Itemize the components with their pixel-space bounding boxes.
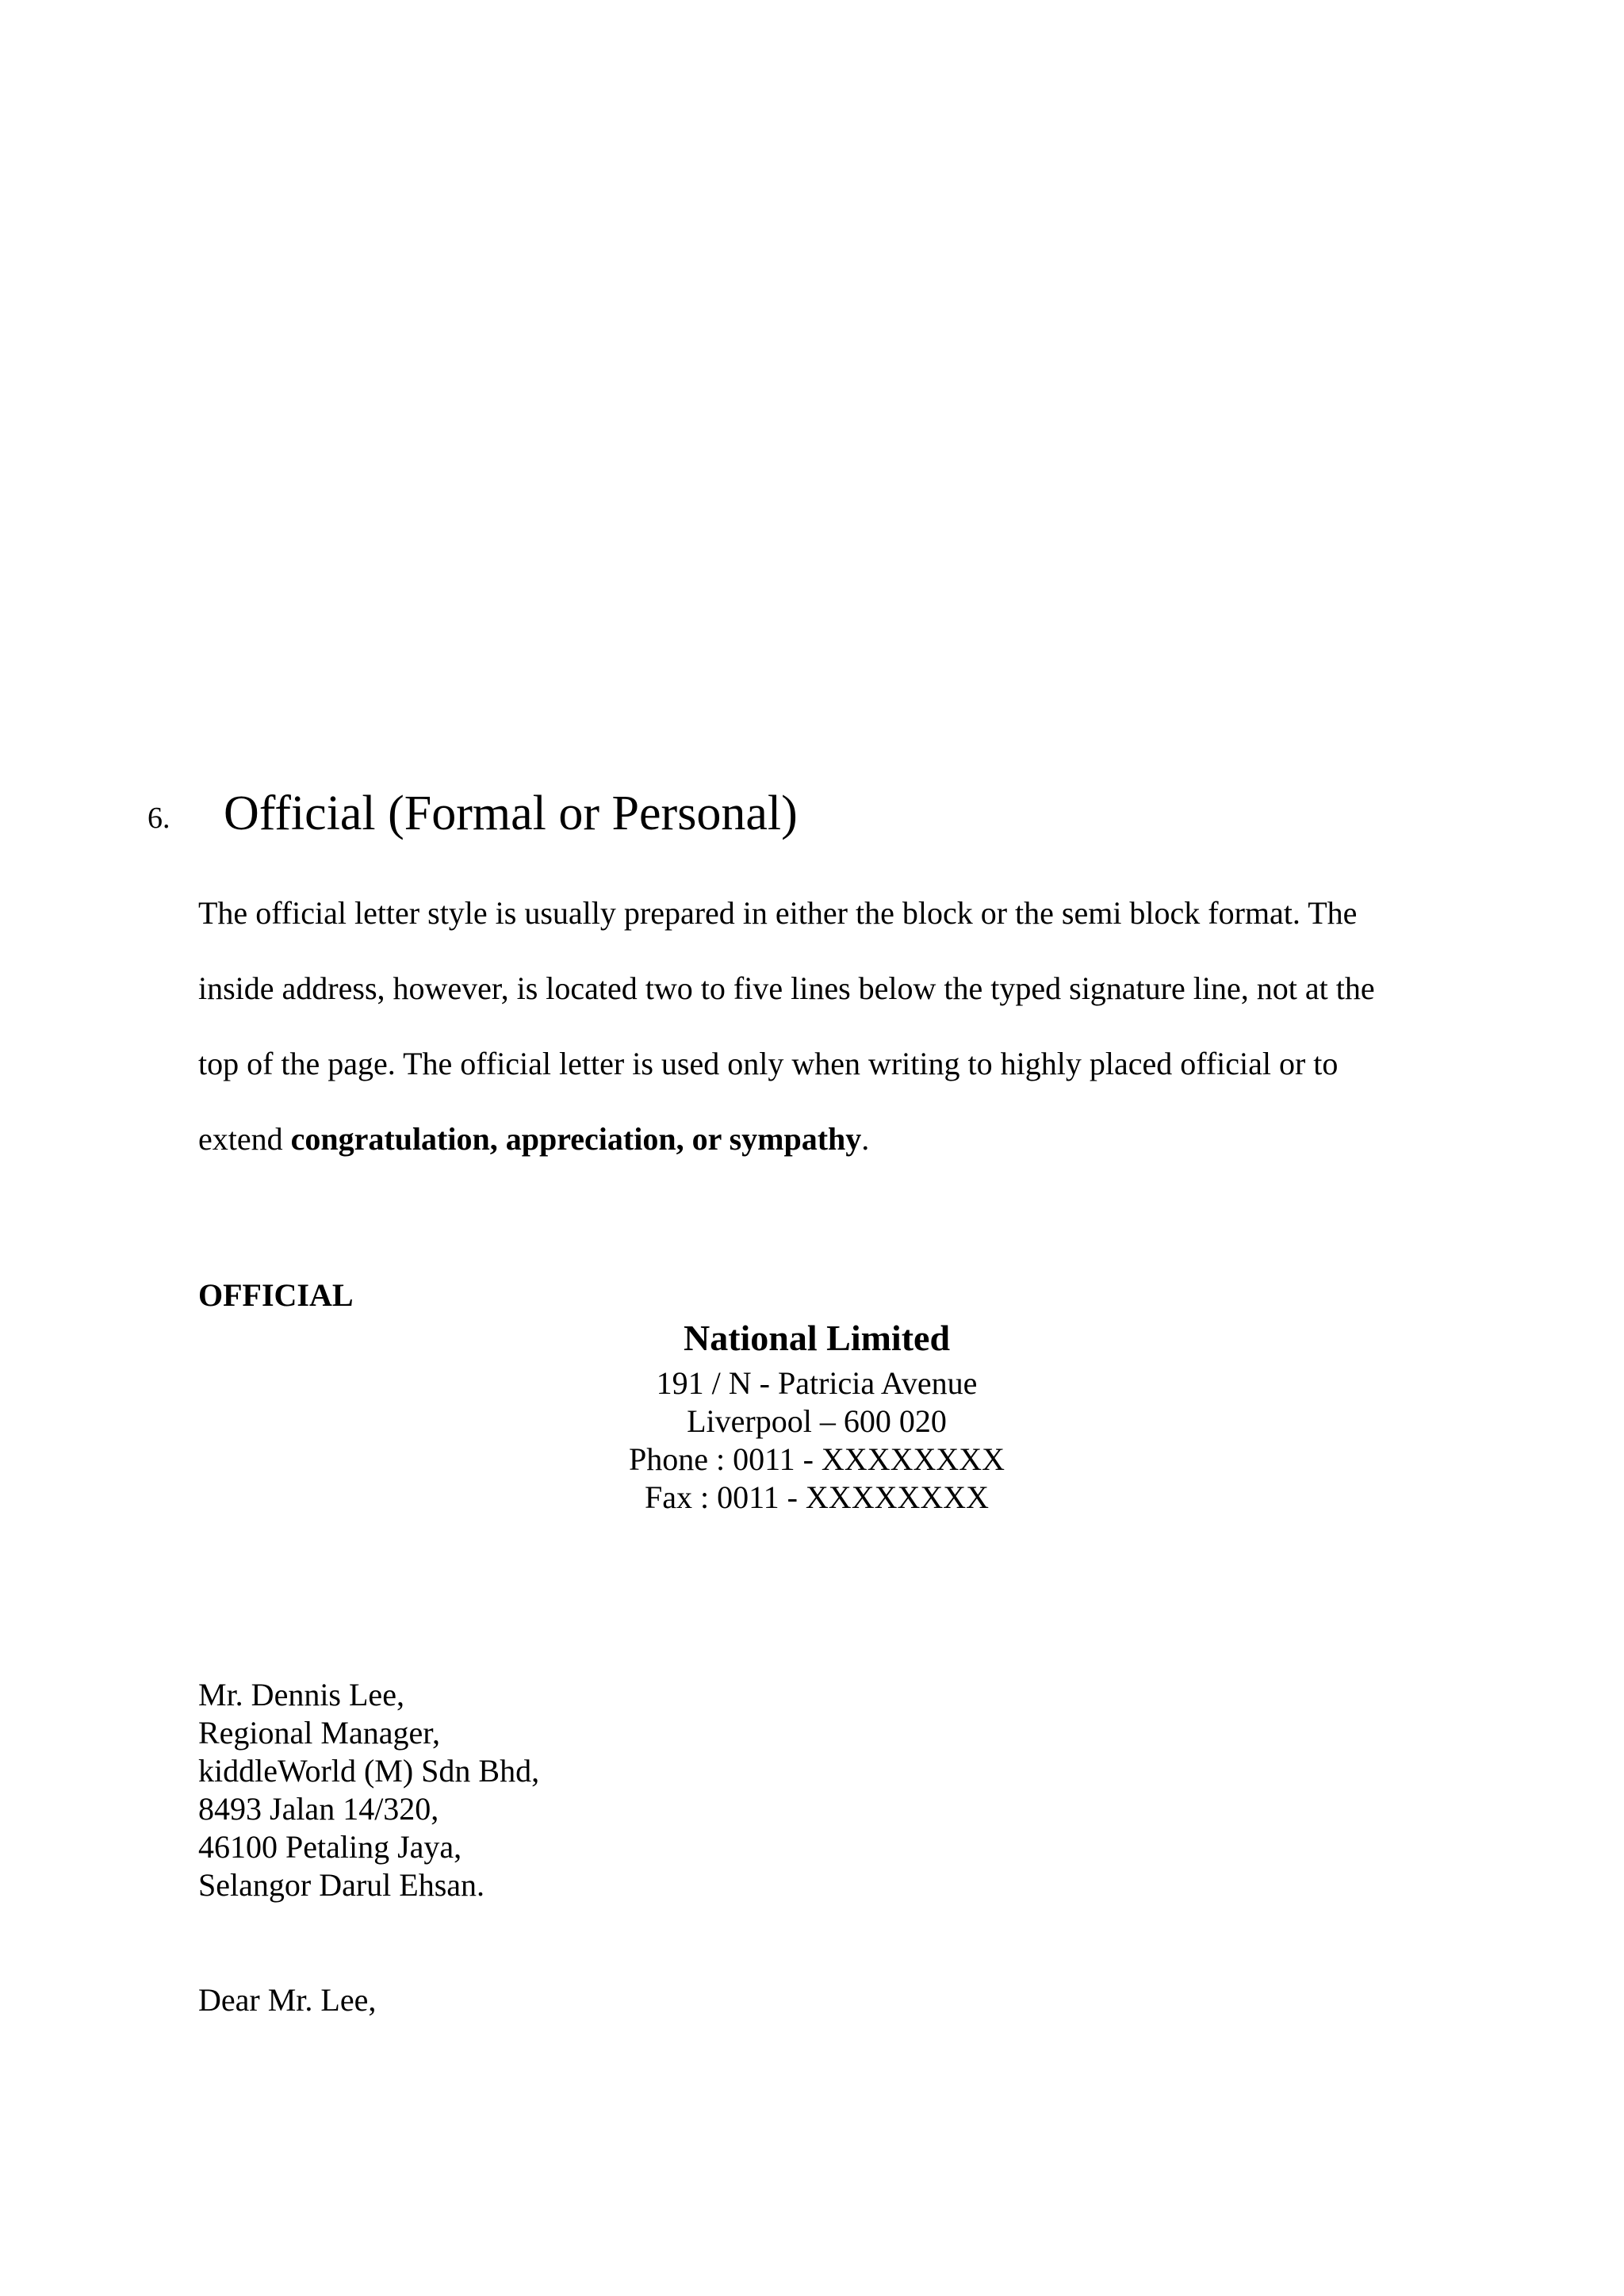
body-line-last xyxy=(198,1114,1435,1189)
recipient-name: Mr. Dennis Lee, xyxy=(198,1677,404,1712)
letterhead-phone: Phone : 0011 - XXXXXXXX xyxy=(628,1441,1005,1477)
body-line: inside address, however, is located two to five lines below the typed signature line, not at the xyxy=(198,970,1375,1006)
recipient-company: kiddleWorld (M) Sdn Bhd, xyxy=(198,1753,540,1789)
body-line: The official letter style is usually prepared in either the block or the semi block format. The xyxy=(198,895,1358,931)
body-line: top of the page. The official letter is used only when writing to highly placed official or to xyxy=(198,1046,1339,1081)
official-label: OFFICIAL xyxy=(198,1277,354,1313)
letterhead-fax: Fax : 0011 - XXXXXXXX xyxy=(644,1479,990,1515)
section-title: Official (Formal or Personal) xyxy=(224,786,798,840)
body-last-suffix: . xyxy=(861,1121,870,1157)
letterhead-city: Liverpool – 600 020 xyxy=(687,1403,947,1439)
body-emphasis: congratulation, appreciation, or sympathy xyxy=(290,1121,862,1157)
body-paragraph xyxy=(198,888,1435,1189)
body-last-prefix: extend xyxy=(198,1121,291,1157)
recipient-city: 46100 Petaling Jaya, xyxy=(198,1829,462,1865)
recipient-street: 8493 Jalan 14/320, xyxy=(198,1791,439,1827)
company-name: National Limited xyxy=(683,1318,951,1358)
salutation: Dear Mr. Lee, xyxy=(198,1982,377,2018)
recipient-address xyxy=(198,1676,539,1904)
recipient-state: Selangor Darul Ehsan. xyxy=(198,1867,485,1903)
letterhead xyxy=(420,1312,1213,1517)
recipient-title: Regional Manager, xyxy=(198,1715,440,1751)
letterhead-street: 191 / N - Patricia Avenue xyxy=(656,1365,978,1401)
section-number: 6. xyxy=(147,802,170,835)
